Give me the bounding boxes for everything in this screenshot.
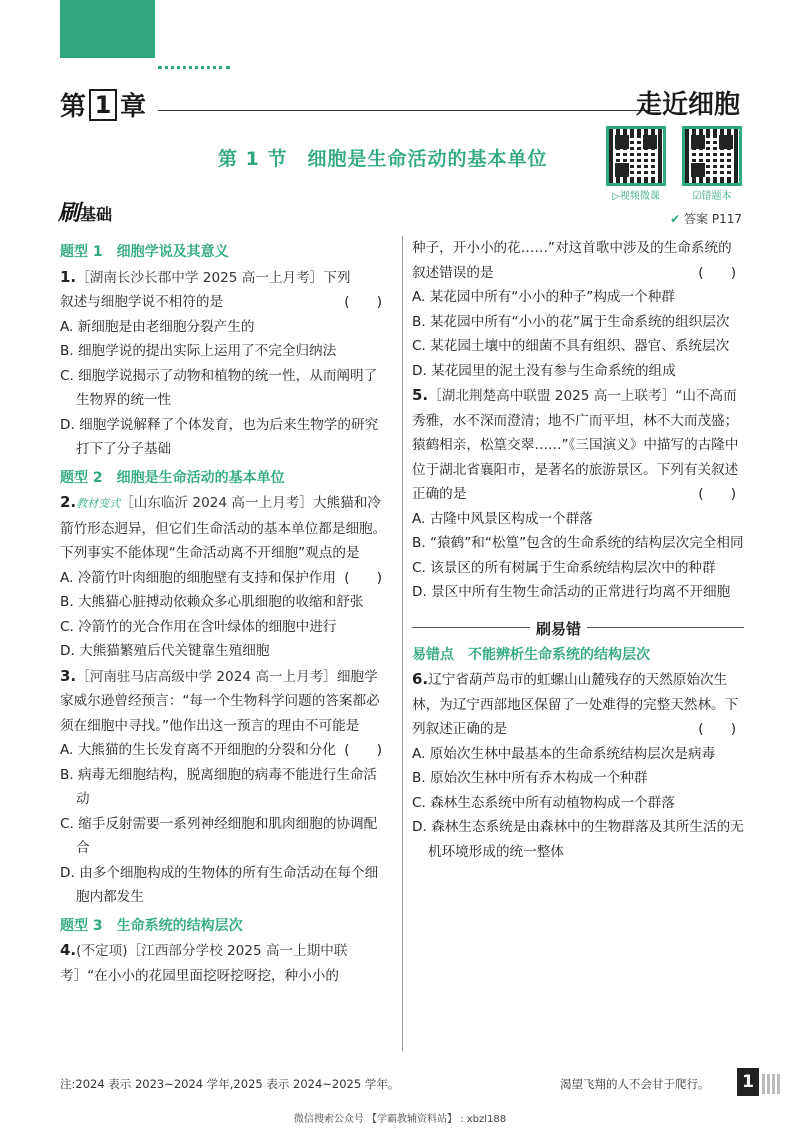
column-divider xyxy=(402,236,403,1051)
qr-code-mistakes[interactable] xyxy=(682,126,742,186)
option-c: C. 森林生态系统中所有动植物构成一个群落 xyxy=(412,794,675,811)
mistake-heading-text: 刷易错 xyxy=(530,617,587,642)
option-b: B. 病毒无细胞结构，脱离细胞的病毒不能进行生命活动 xyxy=(60,766,378,807)
question-4-continued xyxy=(412,236,744,285)
option-d: D. 大熊猫繁殖后代关键靠生殖细胞 xyxy=(60,643,270,659)
question-text: “山不高而秀雅，水不深而澄清；地不广而平坦，林不大而茂盛；猿鹤相亲，松篁交翠……”《三国演义》中描写的古隆中位于湖北省襄阳市，是著名的旅游景区。下列有关叙述正确的是 xyxy=(412,388,739,502)
question-text: 大熊猫和冷箭竹形态迥异，但它们生命活动的基本单位都是细胞。下列事实不能体现“生命活动离不开细胞”观点的是 xyxy=(60,495,387,561)
dotted-decoration xyxy=(158,66,230,69)
option-d: D. 景区中所有生物生命活动的正常进行均离不开细胞 xyxy=(412,584,731,600)
footnote: 注:2024 表示 2023~2024 学年,2025 表示 2024~2025 学年。 xyxy=(60,1077,400,1091)
question-number: 6. xyxy=(412,670,429,688)
option-c: C. 某花园土壤中的细菌不具有组织、器官、系统层次 xyxy=(412,338,730,354)
question-text: 辽宁省葫芦岛市的虹螺山山麓残存的天然原始次生林，为辽宁西部地区保留了一处难得的完整天然林。下列叙述正确的是 xyxy=(412,672,739,737)
textbook-variant-tag: 教材变式 xyxy=(76,497,121,510)
question-1-stem xyxy=(60,265,390,315)
answer-reference-text: 答案 P117 xyxy=(684,212,742,226)
answer-bracket: ( ) xyxy=(698,486,736,502)
question-text: 种子，开小小的花……”对这首歌中涉及的生命系统的叙述错误的是 xyxy=(412,240,732,281)
answer-reference xyxy=(670,210,742,227)
check-icon: ✔ xyxy=(670,212,681,226)
page-decoration xyxy=(762,1074,782,1094)
option-a: A. 冷箭竹叶肉细胞的细胞壁有支持和保护作用 xyxy=(60,569,336,586)
option-b: B. 细胞学说的提出实际上运用了不完全归纳法 xyxy=(60,343,337,359)
question-number: 4. xyxy=(60,941,77,959)
question-number: 2. xyxy=(60,493,77,511)
bottom-bar-text: 微信搜索公众号 【学霸教辅资料站】 : xbzl188 xyxy=(293,1114,507,1125)
question-number: 3. xyxy=(60,666,77,685)
option-c: C. 该景区的所有树属于生命系统结构层次中的种群 xyxy=(412,559,716,576)
option-d: D. 由多个细胞构成的生物体的所有生命活动在每个细胞内都发生 xyxy=(60,864,379,905)
mistake-section-heading xyxy=(412,617,744,637)
chapter-tab-decoration xyxy=(60,0,155,58)
motto: 渴望飞翔的人不会甘于爬行。 xyxy=(560,1077,710,1091)
question-text: 细胞学家威尔逊曾经预言：“每一个生物科学问题的答案都必须在细胞中寻找。”他作出这一预言的理由不可能是 xyxy=(60,668,380,734)
practice-heading xyxy=(58,196,112,227)
option-b: B. 原始次生林中所有乔木构成一个种群 xyxy=(412,770,648,786)
chapter-number: 1 xyxy=(89,89,117,121)
question-type-1: 题型 1 细胞学说及其意义 xyxy=(60,244,229,260)
question-4-stem xyxy=(60,938,390,988)
section-title: 第 1 节 细胞是生命活动的基本单位 xyxy=(218,148,548,170)
page-number: 1 xyxy=(737,1068,759,1096)
option-c: C. 冷箭竹的光合作用在含叶绿体的细胞中进行 xyxy=(60,618,337,635)
chapter-title: 走近细胞 xyxy=(635,90,740,120)
qr-code-video[interactable] xyxy=(606,126,666,186)
answer-bracket: ( ) xyxy=(698,264,736,281)
question-source: ［湖北荆楚高中联盟 2025 高一上联考］ xyxy=(428,388,676,404)
option-b: B. “猿鹤”和“松篁”包含的生命系统的结构层次完全相同 xyxy=(412,535,744,551)
option-c: C. 细胞学说揭示了动物和植物的统一性，从而阐明了生物界的统一性 xyxy=(60,367,378,408)
question-source: (不定项)［江西部分学校 2025 高一上期中联考］ xyxy=(60,943,348,984)
chapter-suffix: 章 xyxy=(120,92,147,122)
question-number: 1. xyxy=(60,267,77,286)
chapter-label xyxy=(60,86,146,123)
question-source: ［山东临沂 2024 高一上月考］ xyxy=(120,495,313,511)
practice-heading-main: 刷 xyxy=(58,201,81,226)
option-a: A. 古隆中风景区构成一个群落 xyxy=(412,510,593,527)
question-text: 下列 xyxy=(323,269,351,286)
qr-mistakes-label: ☑错题本 xyxy=(692,191,732,202)
answer-bracket: ( ) xyxy=(344,742,382,758)
question-type-2: 题型 2 细胞是生命活动的基本单位 xyxy=(60,469,285,486)
option-d: D. 森林生态系统是由森林中的生物群落及其所生活的无机环境形成的统一整体 xyxy=(412,819,744,860)
option-a: A. 某花园中所有“小小的种子”构成一个种群 xyxy=(412,289,675,305)
option-a: A. 大熊猫的生长发育离不开细胞的分裂和分化 xyxy=(60,742,336,758)
option-b: B. 某花园中所有“小小的花”属于生命系统的组织层次 xyxy=(412,313,730,330)
question-5-stem xyxy=(412,383,744,507)
chapter-rule xyxy=(158,110,660,111)
option-c: C. 缩手反射需要一系列神经细胞和肌肉细胞的协调配合 xyxy=(60,815,378,856)
option-a: A. 新细胞是由老细胞分裂产生的 xyxy=(60,318,255,335)
question-number: 5. xyxy=(412,386,429,404)
left-column xyxy=(60,236,390,988)
option-b: B. 大熊猫心脏搏动依赖众多心肌细胞的收缩和舒张 xyxy=(60,594,364,610)
question-type-3: 题型 3 生命系统的结构层次 xyxy=(60,917,243,934)
question-6-stem xyxy=(412,667,744,742)
answer-bracket: ( ) xyxy=(344,294,382,310)
option-d: D. 某花园里的泥土没有参与生命系统的组成 xyxy=(412,362,676,379)
chapter-prefix: 第 xyxy=(60,92,87,122)
qr-video-label: ▷视频微课 xyxy=(612,191,660,202)
answer-bracket: ( ) xyxy=(344,569,382,586)
option-a: A. 原始次生林中最基本的生命系统结构层次是病毒 xyxy=(412,745,716,762)
question-text: “在小小的花园里面挖呀挖呀挖，种小小的 xyxy=(87,967,339,984)
question-text: 叙述与细胞学说不相符的是 xyxy=(60,294,224,310)
question-source: ［湖南长沙长郡中学 2025 高一上月考］ xyxy=(76,269,324,286)
question-source: ［河南驻马店高级中学 2024 高一上月考］ xyxy=(76,668,337,685)
practice-heading-sub: 基础 xyxy=(80,205,113,224)
mistake-point: 易错点 不能辨析生命系统的结构层次 xyxy=(412,646,650,663)
option-d: D. 细胞学说解释了个体发育，也为后来生物学的研究打下了分子基础 xyxy=(60,416,379,457)
right-column xyxy=(412,236,744,864)
answer-bracket: ( ) xyxy=(698,721,736,737)
